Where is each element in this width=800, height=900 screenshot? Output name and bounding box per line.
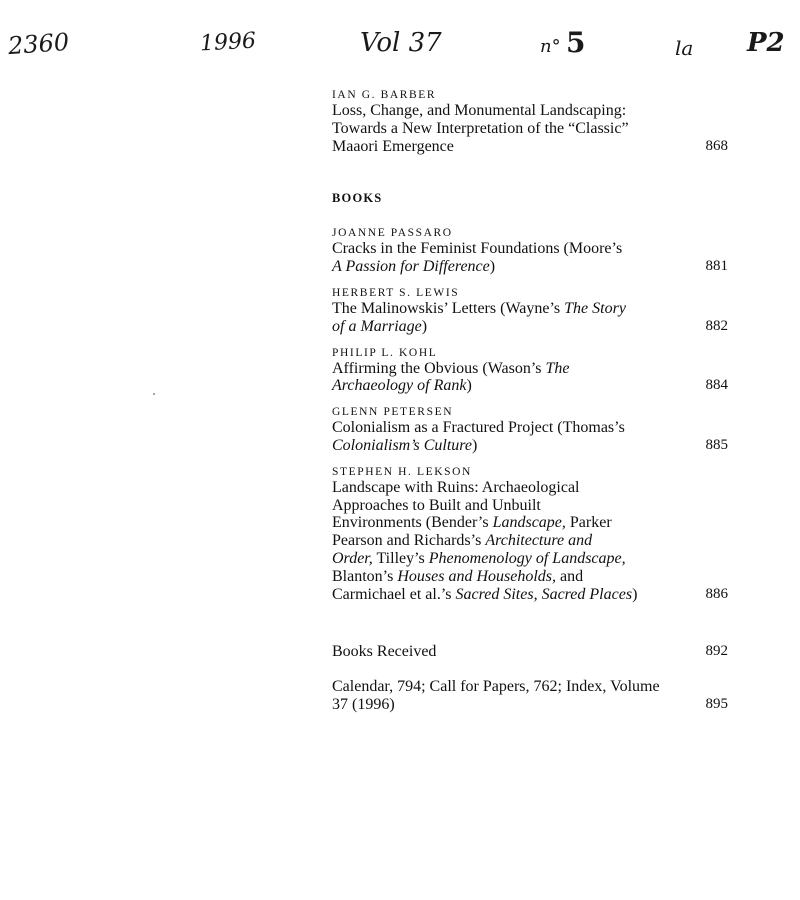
entry-last-row — [332, 258, 728, 276]
entry-title-line — [332, 258, 672, 276]
handwritten-number: 2360 — [7, 27, 70, 61]
entry-last-row — [332, 696, 728, 714]
toc-entry-review — [332, 346, 728, 396]
punct: ) — [421, 317, 428, 335]
page-number: 882 — [705, 317, 728, 334]
entry-author: GLENN PETERSEN — [332, 406, 454, 419]
entry-title-line — [332, 532, 672, 550]
toc-entry-misc — [332, 678, 728, 714]
entry-last-row — [332, 437, 728, 455]
toc-entry-article — [332, 88, 728, 155]
text-run: Parker — [565, 514, 612, 532]
book-title: Houses and Households, — [397, 567, 557, 585]
book-title: Sacred Sites, Sacred Places — [455, 585, 633, 603]
handwritten-no-value: 5 — [566, 26, 586, 59]
entry-title-line: Landscape with Ruins: Archaeological — [332, 478, 580, 496]
text-run: Affirming the Obvious (Wason’s — [332, 359, 546, 377]
entry-title-line: Approaches to Built and Unbuilt — [332, 496, 541, 514]
entry-title-line — [332, 586, 672, 604]
reviews-list — [332, 226, 728, 603]
text-run: Blanton’s — [332, 567, 398, 585]
book-title: The — [545, 359, 570, 377]
toc-entry-review — [332, 286, 728, 336]
book-title: Order, — [332, 549, 373, 567]
entry-title-line — [332, 550, 672, 568]
book-title: Archaeology of Rank — [332, 377, 467, 395]
punct: ) — [489, 258, 496, 276]
toc-entry-review — [332, 465, 728, 604]
punct: ) — [466, 377, 472, 395]
book-title: A Passion for Difference — [332, 258, 490, 276]
text-run: The Malinowskis’ Letters (Wayne’s — [332, 299, 565, 317]
handwritten-volume: Vol 37 — [360, 28, 442, 58]
entry-title-line: Books Received — [332, 643, 437, 661]
page-number: 886 — [705, 585, 728, 602]
text-run: Pearson and Richards’s — [332, 532, 486, 550]
entry-title-line — [332, 300, 672, 318]
handwritten-no-label: n° — [540, 36, 561, 57]
entry-last-row — [332, 318, 728, 336]
table-of-contents — [332, 88, 728, 714]
entry-author: PHILIP L. KOHL — [332, 346, 438, 359]
text-run: Tilley’s — [372, 549, 429, 567]
text-run: Environments (Bender’s — [332, 514, 493, 532]
book-title: Architecture and — [485, 532, 593, 550]
speck — [153, 393, 155, 395]
entry-title-line: 37 (1996) — [332, 695, 395, 713]
entry-title-line: Calendar, 794; Call for Papers, 762; Index, Volume — [332, 678, 660, 696]
page-number: 885 — [705, 436, 728, 453]
toc-entry-books-received — [332, 643, 728, 661]
toc-entry-review — [332, 405, 728, 455]
entry-author: JOANNE PASSARO — [332, 227, 453, 240]
entry-last-row — [332, 377, 728, 395]
entry-title-line: Cracks in the Feminist Foundations (Moore’s — [332, 240, 623, 258]
book-title: of a Marriage — [332, 317, 422, 335]
entry-last-row — [332, 138, 728, 156]
entry-title-line — [332, 360, 672, 378]
section-heading-books: BOOKS — [332, 191, 383, 206]
text-run: and — [556, 567, 584, 585]
entry-author: HERBERT S. LEWIS — [332, 286, 460, 299]
entry-title-line: Colonialism as a Fractured Project (Thomas’s — [332, 419, 625, 437]
punct: ) — [472, 436, 478, 454]
text-run: Carmichael et al.’s — [332, 585, 456, 603]
book-title: Phenomenology of Landscape, — [428, 549, 626, 567]
page-number: 884 — [705, 377, 728, 394]
toc-entry-review — [332, 226, 728, 276]
entry-title-line — [332, 514, 672, 532]
entry-title-line — [332, 437, 672, 455]
page-number: 881 — [705, 258, 728, 275]
entry-last-row — [332, 586, 728, 604]
page-number: 892 — [705, 643, 728, 660]
page-number: 895 — [705, 695, 728, 712]
entry-author: STEPHEN H. LEKSON — [332, 465, 472, 478]
entry-title-line — [332, 318, 672, 336]
handwritten-p: P2 — [747, 28, 785, 58]
book-title: Colonialism’s Culture — [332, 436, 473, 454]
page-number: 868 — [705, 137, 728, 154]
entry-title-line: Loss, Change, and Monumental Landscaping: — [332, 102, 627, 119]
entry-title-line — [332, 568, 672, 586]
entry-title-line — [332, 377, 672, 395]
handwritten-la: la — [675, 36, 694, 60]
book-title: Landscape, — [492, 514, 566, 532]
book-title: The Story — [564, 299, 626, 317]
entry-title-line: Maaori Emergence — [332, 137, 454, 155]
handwritten-year: 1996 — [199, 28, 257, 57]
entry-title-line: Towards a New Interpretation of the “Classic” — [332, 119, 629, 137]
punct: ) — [632, 585, 638, 603]
entry-author: IAN G. BARBER — [332, 89, 437, 101]
